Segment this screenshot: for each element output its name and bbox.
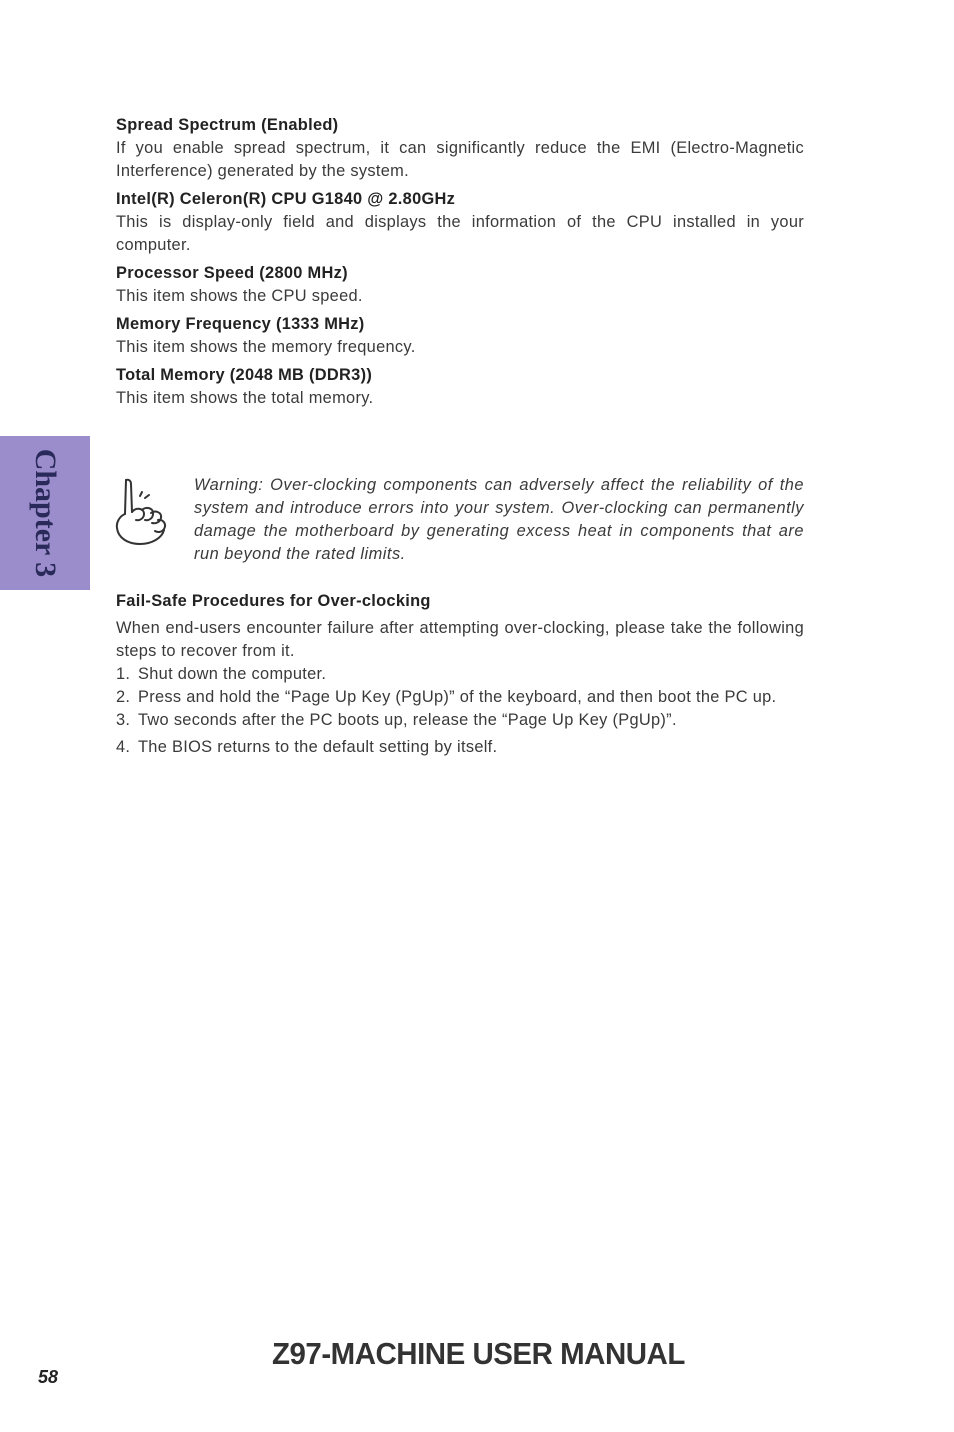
item-desc-total-memory: This item shows the total memory. [116,389,374,407]
bios-items-section [116,114,804,415]
item-title-total-memory: Total Memory (2048 MB (DDR3)) [116,366,373,384]
step-number: 1. [116,665,131,683]
step-text: Press and hold the “Page Up Key (PgUp)” of the keyboard, and then boot the PC up. [138,688,777,706]
step-number: 2. [116,688,131,706]
item-desc-cpu: This is display-only field and displays the information of the CPU installed in your computer. [116,213,804,254]
chapter-tab [0,436,90,590]
warning-text: Warning: Over-clocking components can adversely affect the reliability of the system and introduce errors into your system. Over-clocking can permanently damage the motherboard by generating excess heat in components that are run beyond the rated limits. [194,476,804,563]
page-number: 58 [38,1367,59,1387]
failsafe-section [116,590,804,759]
chapter-label: Chapter 3 [29,448,62,578]
item-desc-spread-spectrum: If you enable spread spectrum, it can significantly reduce the EMI (Electro-Magnetic Interference) generated by the system. [116,139,804,180]
step-text: The BIOS returns to the default setting by itself. [138,738,498,756]
failsafe-intro: When end-users encounter failure after attempting over-clocking, please take the following steps to recover from it. [116,619,804,660]
item-desc-memory-frequency: This item shows the memory frequency. [116,338,416,356]
item-title-cpu: Intel(R) Celeron(R) CPU G1840 @ 2.80GHz [116,190,456,208]
pointing-hand-icon [112,476,174,550]
failsafe-steps-list [116,663,804,759]
step-number: 4. [116,738,131,756]
step-text: Shut down the computer. [138,665,327,683]
item-title-memory-frequency: Memory Frequency (1333 MHz) [116,315,365,333]
list-item [116,686,804,709]
item-title-spread-spectrum: Spread Spectrum (Enabled) [116,116,339,134]
failsafe-title: Fail-Safe Procedures for Over-clocking [116,592,431,610]
item-desc-processor-speed: This item shows the CPU speed. [116,287,363,305]
list-item [116,736,804,759]
item-title-processor-speed: Processor Speed (2800 MHz) [116,264,348,282]
step-text: Two seconds after the PC boots up, release the “Page Up Key (PgUp)”. [138,711,677,729]
list-item [116,709,804,732]
list-item [116,663,804,686]
step-number: 3. [116,711,131,729]
manual-title: Z97-MACHINE USER MANUAL [272,1336,685,1371]
